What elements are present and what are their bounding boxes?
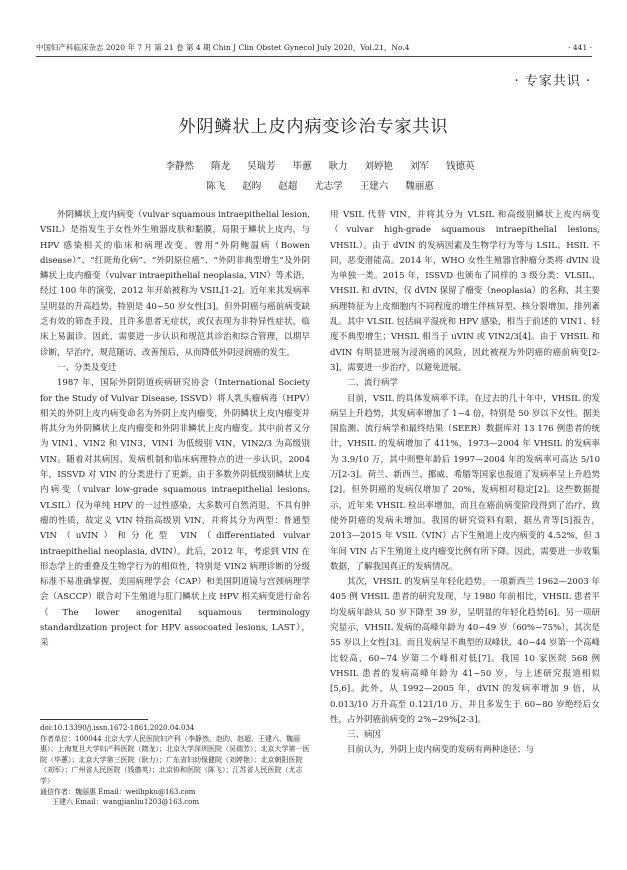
author-list xyxy=(110,157,530,197)
running-header xyxy=(36,43,592,57)
body-paragraph: 目前认为，外阴上皮内病变的发病有两种途径；与 xyxy=(347,745,535,756)
body-paragraph: 1987 年，国际外阴阴道疾病研究协会（International Society for the Study of Vulvar Disease, ISSVD）将人乳头瘤病毒（HPV）相关的外阴上皮内病变命名为外阴上皮内瘤变，外阴鳞状上皮内瘤变并将其分为外阴鳞状上皮内瘤变和外阴非鳞状上皮内瘤变。其中前者又分为 VIN1、VIN2 和 VIN3，VIN1 为低级别 VIN，VIN2/3 为高级别 VIN。随着对其病因、发病机制和临床病理特点的进一步认识，2004 年，ISSVD 对 VIN 的分类进行了更新，由于多数外阴低级别鳞状上皮内病变（vulvar low-grade squamous intraepithelial lesions, VLSIL）仅为单纯 HPV 的一过性感染，大多数可自然消退，不具有肿瘤的性质，故定义 VIN 特指高级别 VIN，并将其分为两型：普通型 VIN（uVIN）和分化型 VIN（differentiated vulvar intraepithelial neoplasia, dVIN）。此后，2012 年，考虑到 VIN 在形态学上的重叠及生物学行为的相似性，特别是 VIN2 病理诊断的分级标准不易准确掌握，美国病理学会（CAP）和美国阴道镜与宫颈病理学会（ASCCP）联合对下生殖道与肛门鳞状上皮 HPV 相关病变进行命名（The lower anogenital squamous terminology standardization project for HPV assocoated lesions, LAST），采 xyxy=(40,378,310,649)
section-heading: 三、病因 xyxy=(347,730,382,741)
corresponding-author: 通信作者：魏丽惠 Email：weilhpku@163.com xyxy=(40,787,196,796)
author-line-2: 陈飞 赵昀 赵超 尤志学 王建六 魏丽惠 xyxy=(206,181,434,192)
footnote xyxy=(40,723,310,808)
author-affiliations: 作者单位：100044 北京大学人民医院妇产科（李静然、赵昀、赵超、王建六、魏丽惠）；上海复旦大学妇产科医院（隋龙）；北京大学深圳医院（吴瑞芳）；北京大学第一医院（毕蕙）；北京大学第三医院（耿力）；广东省妇幼保健院（刘婷艳）；北京朝阳医院（刘军）；广州省人民医院（钱德英）；北京协和医院（陈飞）；江苏省人民医院（尤志学） xyxy=(40,734,310,785)
journal-citation: 中国妇产科临床杂志 2020 年 7 月 第 21 卷 第 4 期 Chin J Clin Obstet Gynecol July 2020，Vol.21，No.4 xyxy=(36,43,410,52)
author-line-1: 李静然 隋龙 吴瑞芳 毕蕙 耿力 刘婷艳 刘军 钱德英 xyxy=(165,161,475,172)
body-paragraph: 用 VSIL 代替 VIN，并将其分为 VLSIL 和高级别鳞状上皮内病变（vulvar high-grade squamous intraepithelial lesions, VHSIL）。由于 dVIN 的发病因素及生物学行为等与 LSIL、HSIL 不同，恶变潜能高。2014 年，WHO 女性生殖器官肿瘤分类将 dVIN 设为单独一类。2015 年，ISSVD 也颁布了同样的 3 级分类：VLSIL、VHSIL 和 dVIN，仅 dVIN 保留了瘤变（neoplasia）的名称，其主要病理特征为上皮细胞内不同程度的增生伴核异型、核分裂增加、排列紊乱。其中 VLSIL 包括扁平湿疣和 HPV 感染，相当于前述的 VIN1、轻度不典型增生；VHSIL 相当于 uVIN 或 VIN2/3[4]。由于 VHSIL 和 dVIN 有明显进展为浸润癌的风险，因此被视为外阴癌的癌前病变[2-3]，需要进一步治疗，以避免进展。 xyxy=(330,210,600,373)
footnote-divider xyxy=(40,719,148,720)
corresponding-author-2: 王建六 Email：wangjianliu1203@163.com xyxy=(52,798,200,807)
section-heading: 一、分类及变迁 xyxy=(57,362,117,373)
doi: doi:10.13390/j.issn.1672-1861.2020.04.034 xyxy=(40,724,195,732)
left-column xyxy=(40,208,310,652)
right-column xyxy=(330,208,600,759)
section-tag: · 专家共识 · xyxy=(514,74,591,89)
body-paragraph: 外阴鳞状上皮内病变（vulvar squamous intraepithelial lesion, VSIL）是指发生于女性外生殖器皮肤和黏膜，局限于鳞状上皮内，与 HPV 感染相关的临床和病理改变。曾用“外阴鲍温病（Bowen disease）”、“红斑角化病”、“外阴原位癌”、“外阴非典型增生”及外阴鳞状上皮内瘤变（vulvar intraepithelial neoplasia, VIN）等术语，经过 100 年的演变，2012 年开始被称为 VSIL[1-2]。近年来其发病率呈明显的升高趋势，特别是 40~50 岁女性[3]。但外阴癌与癌前病变缺乏有效的筛查手段，且许多患者无症状，或仅表现为非特异性症状，临床上易漏诊。因此，需要进一步认识和规范其诊治和综合管理，以期早诊断，早治疗，规范随访，改善预后，从而降低外阴浸润癌的发生。 xyxy=(40,210,310,358)
body-paragraph: 其次，VHSIL 的发病呈年轻化趋势。一项新西兰 1962—2003 年 405 例 VHSIL 患者的研究发现，与 1980 年前相比，VHSIL 患者平均发病年龄从 50 岁下降至 39 岁，呈明显的年轻化趋势[6]。另一项研究显示，VHSIL 发病的高峰年龄为 40~49 岁（60%~75%），其次是 55 岁以上女性[3]。而且发病呈不典型的双峰状，40~44 岁第一个高峰比较高，60~74 岁第二个峰相对低[7]。我国 10 家医院 568 例 VHSIL 患者的发病高峰年龄为 41~50 岁，与上述研究报道相似[5,6]。此外，从 1992—2005 年，dVIN 的发病率增加 9 倍，从 0.013/10 万升高至 0.121/10 万，并且多发生于 60~80 岁绝经后女性，占外阴癌前病变的 2%~29%[2-3]。 xyxy=(330,577,600,725)
page-number: · 441 · xyxy=(568,43,592,52)
section-heading: 二、流行病学 xyxy=(347,378,399,389)
body-paragraph: 目前，VSIL 的具体发病率不详。在过去的几十年中，VHSIL 的发病呈上升趋势，其发病率增加了 1~4 倍，特别是 50 岁以下女性。据美国监测、流行病学和最终结果（SEER）数据库对 13 176 例患者的统计，VHSIL 的发病增加了 411%，1973—2004 年 VHSIL 的发病率为 3.9/10 万，其中则整年龄后 1997—2004 年的发病率可高达 5/10 万[2-3]。荷兰、新西兰、挪威、希腊等国家也报道了发病率呈上升趋势[2]。但外阴癌的发病仅增加了 20%，发病相对稳定[2]。这些数据提示，近年来 VHSIL 检出率增加，而且在癌前病变阶段得到了治疗，致使外阴癌的发病未增加。我国的研究资料有限，据丛青等[5]报告，2013—2015 年 VSIL（VIN）占下生殖道上皮内病变的 4.52%，但 3 年间 VIN 占下生殖道上皮内瘤变比例有所下降。因此，需要进一步收集数据，了解我国真正的发病情况。 xyxy=(330,393,600,572)
article-title: 外阴鳞状上皮内病变诊治专家共识 xyxy=(178,117,449,137)
